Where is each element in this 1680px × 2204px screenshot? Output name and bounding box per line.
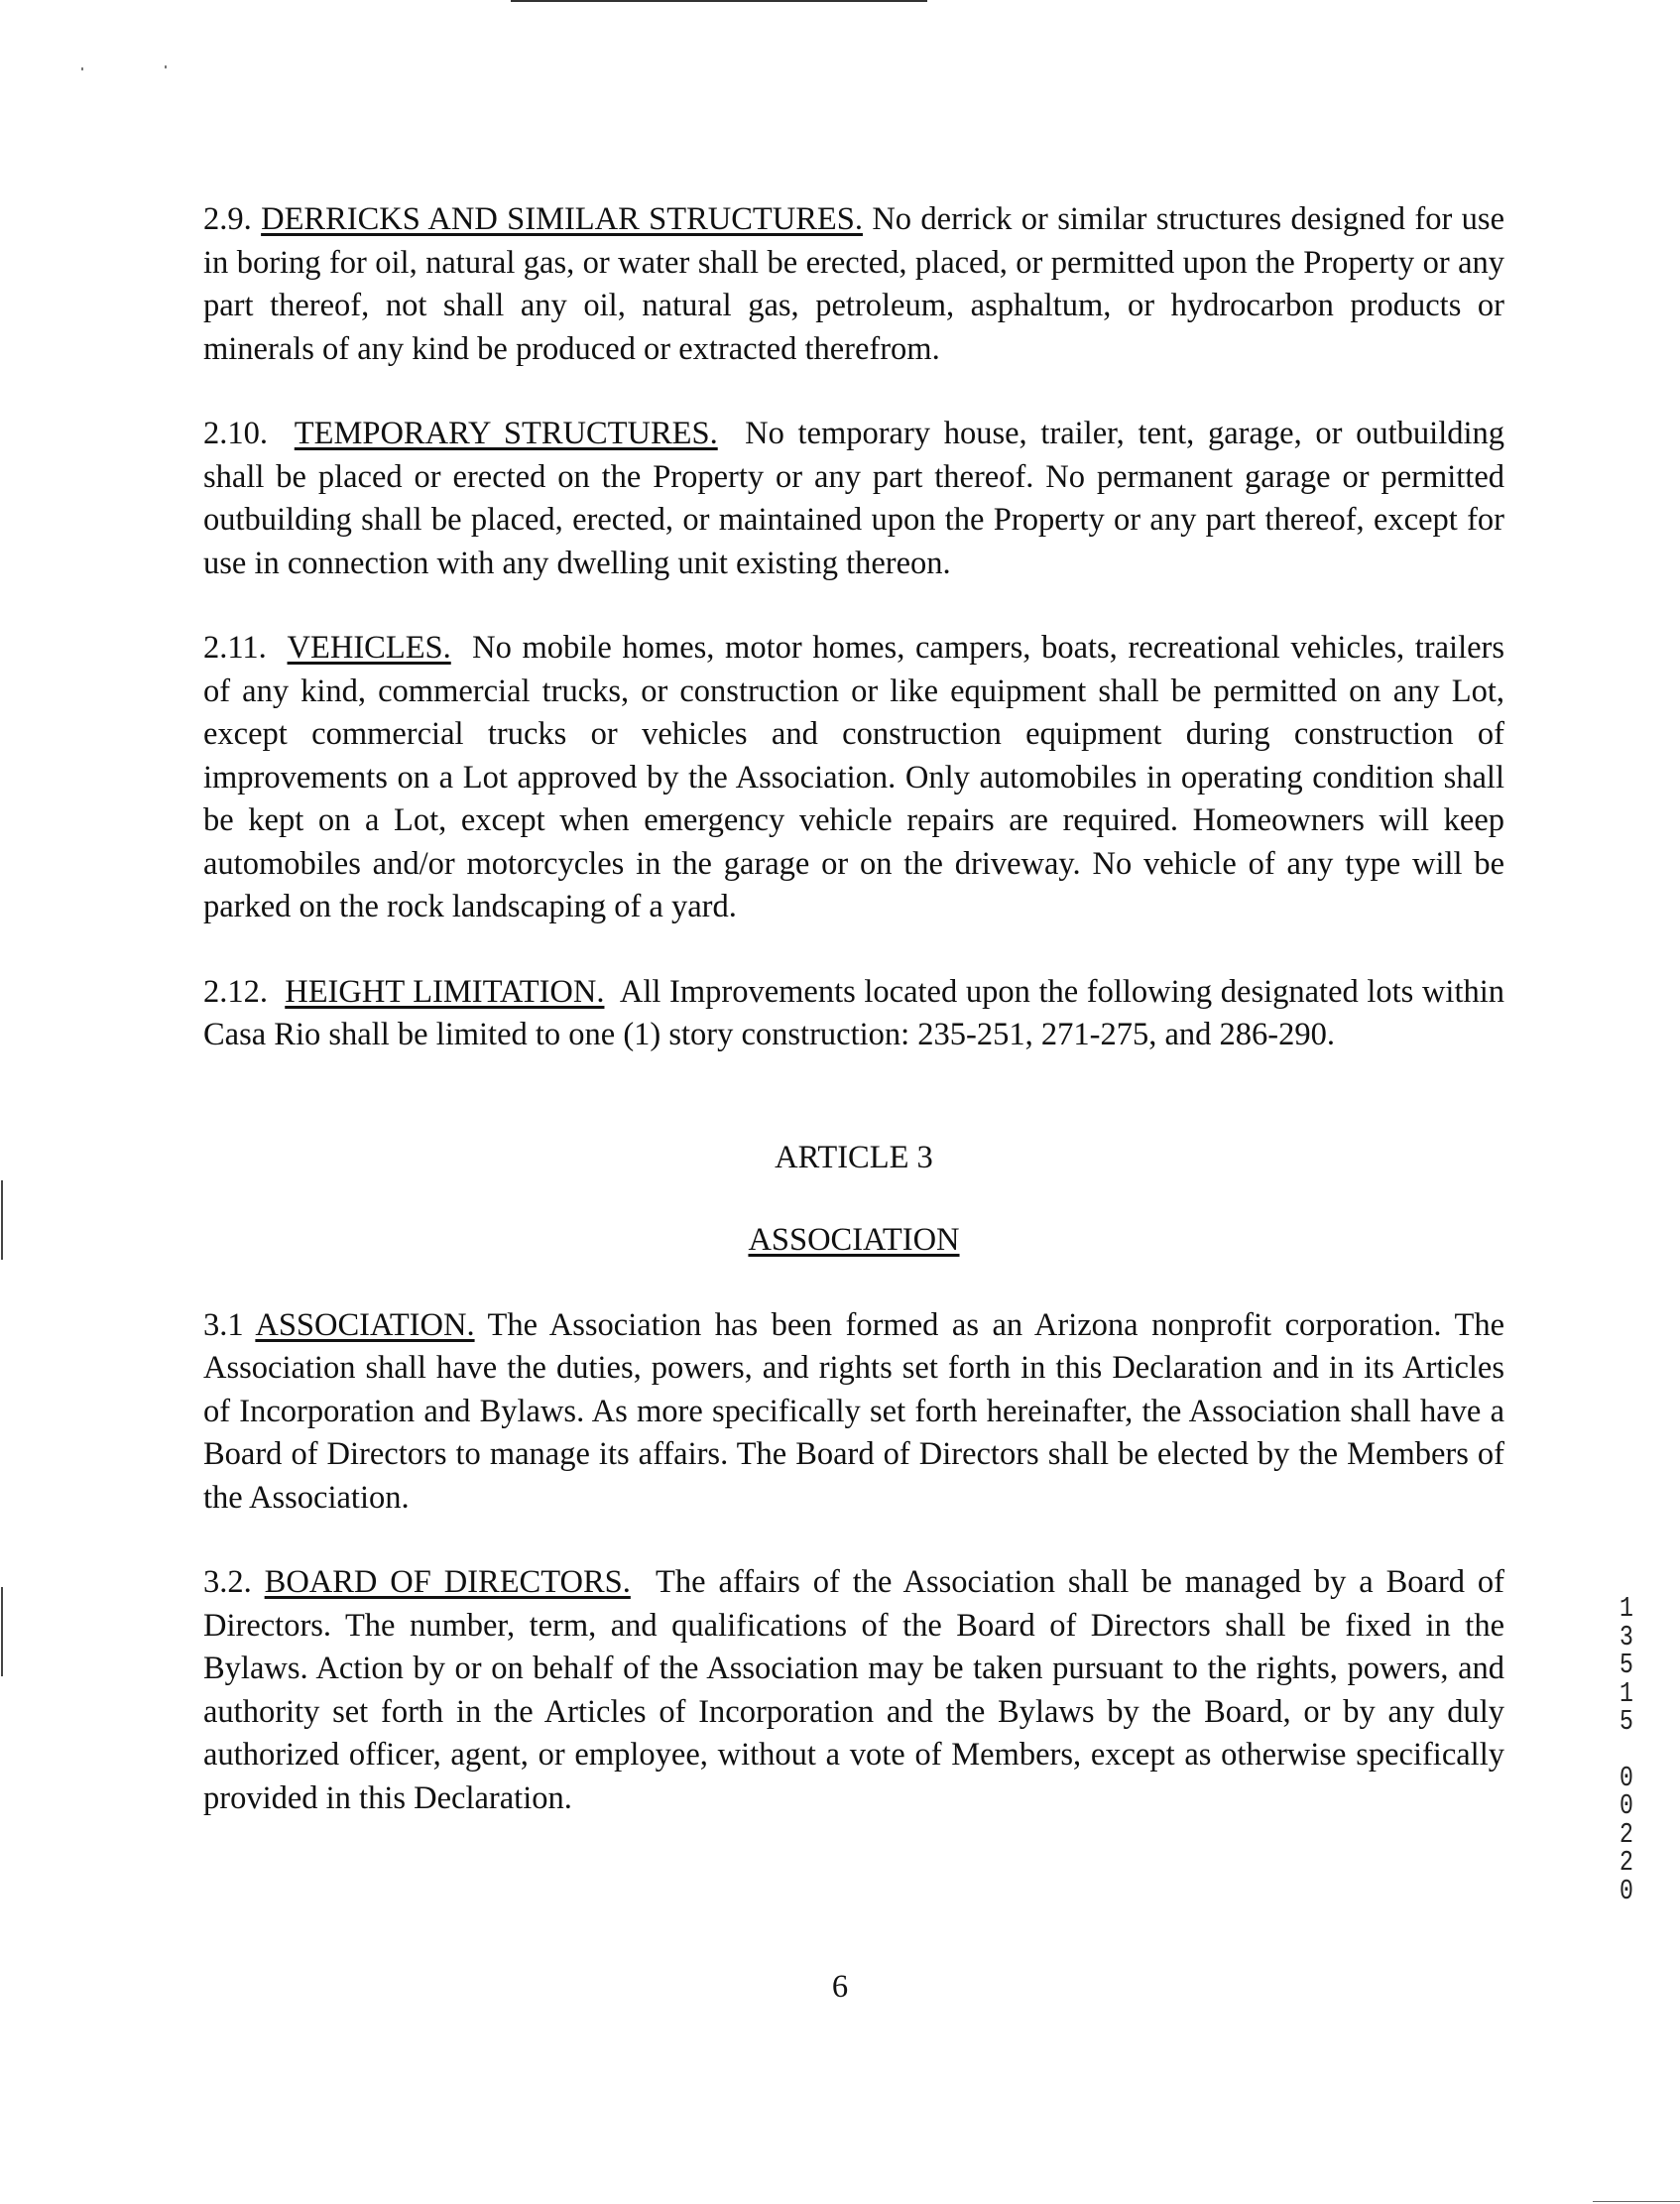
section-heading: DERRICKS AND SIMILAR STRUCTURES.: [261, 201, 863, 237]
stamp-digit: 1: [1620, 1676, 1633, 1710]
scan-top-rule: [511, 0, 927, 2]
section-body: The affairs of the Association shall be managed by a Board of Directors. The number, term, and qualifications of the Board of Directors shall be fixed in the Bylaws. Action by or on behalf of the Association may be taken pursuant to the rights, powers, and authority set forth in the Articles of Incorporation and the Bylaws by the Board, or by any duly authorized officer, agent, or employee, without a vote of Members, except as otherwise specifically provided in this Declaration.: [203, 1564, 1504, 1816]
section-heading: BOARD OF DIRECTORS.: [264, 1564, 631, 1600]
scan-speck: [81, 67, 83, 70]
section-2-11: [203, 627, 1504, 929]
article-title: ASSOCIATION: [748, 1222, 960, 1258]
section-3-1: [203, 1304, 1504, 1521]
section-body: The Association has been formed as an Arizona nonprofit corporation. The Association shall have the duties, powers, and rights set forth in this Declaration and in its Articles of Incorporation and Bylaws. As more specifically set forth hereinafter, the Association shall have a Board of Directors to manage its affairs. The Board of Directors shall be elected by the Members of the Association.: [203, 1306, 1504, 1516]
section-heading: VEHICLES.: [287, 630, 451, 666]
section-body: No derrick or similar structures designed for use in boring for oil, natural gas, or water shall be erected, placed, or permitted upon the Property or any part thereof, not shall any oil, natural gas, petroleum, asphaltum, or hydrocarbon products or minerals of any kind be produced or extracted therefrom.: [203, 201, 1504, 367]
section-number: 2.12.: [203, 973, 268, 1010]
section-3-2: [203, 1561, 1504, 1820]
stamp-digit: 3: [1620, 1620, 1633, 1653]
section-heading: TEMPORARY STRUCTURES.: [294, 416, 718, 451]
section-2-12: [203, 971, 1504, 1057]
section-2-10: [203, 413, 1504, 585]
stamp-digit: 0: [1620, 1789, 1633, 1822]
section-heading: HEIGHT LIMITATION.: [285, 973, 605, 1010]
scan-edge-mark: [1, 1587, 3, 1676]
scan-bottom-rule: [1593, 2201, 1680, 2202]
section-number: 2.10.: [203, 416, 268, 451]
scan-edge-mark: [1, 1180, 3, 1260]
article-label: ARTICLE 3: [775, 1139, 933, 1175]
stamp-digit: 2: [1620, 1817, 1633, 1851]
section-body: All Improvements located upon the following designated lots within Casa Rio shall be limited to one (1) story construction: 235-251, 271-275, and 286-290.: [203, 973, 1504, 1052]
stamp-digit: 5: [1620, 1705, 1633, 1738]
section-body: No temporary house, trailer, tent, garage, or outbuilding shall be placed or erected on the Property or any part thereof. No permanent garage or permitted outbuilding shall be placed, erected, or maintained upon the Property or any part thereof, except for use in connection with any dwelling unit existing thereon.: [203, 416, 1505, 581]
page-number: 6: [831, 1969, 849, 2005]
scan-speck: [165, 65, 167, 68]
document-body: [203, 198, 1504, 1820]
section-number: 2.11.: [203, 630, 267, 666]
section-number: 3.2.: [203, 1564, 252, 1600]
section-number: 3.1: [203, 1306, 244, 1343]
section-heading: ASSOCIATION.: [255, 1306, 475, 1343]
stamp-digit: 0: [1620, 1874, 1633, 1907]
stamp-digit: 1: [1620, 1592, 1633, 1625]
section-number: 2.9.: [203, 201, 252, 237]
section-2-9: [203, 198, 1504, 371]
stamp-digit: 5: [1620, 1649, 1633, 1681]
stamp-digit: 0: [1620, 1761, 1633, 1794]
recording-stamp: [1616, 1592, 1637, 1907]
stamp-digit: 2: [1620, 1846, 1633, 1879]
section-body: No mobile homes, motor homes, campers, boats, recreational vehicles, trailers of any kind, commercial trucks, or construction or like equipment shall be permitted on any Lot, except commercial trucks or vehicles and construction equipment during construction of improvements on a Lot approved by the Association. Only automobiles in operating condition shall be kept on a Lot, except when emergency vehicle repairs are required. Homeowners will keep automobiles and/or motorcycles in the garage or on the driveway. No vehicle of any type will be parked on the rock landscaping of a yard.: [203, 630, 1504, 924]
